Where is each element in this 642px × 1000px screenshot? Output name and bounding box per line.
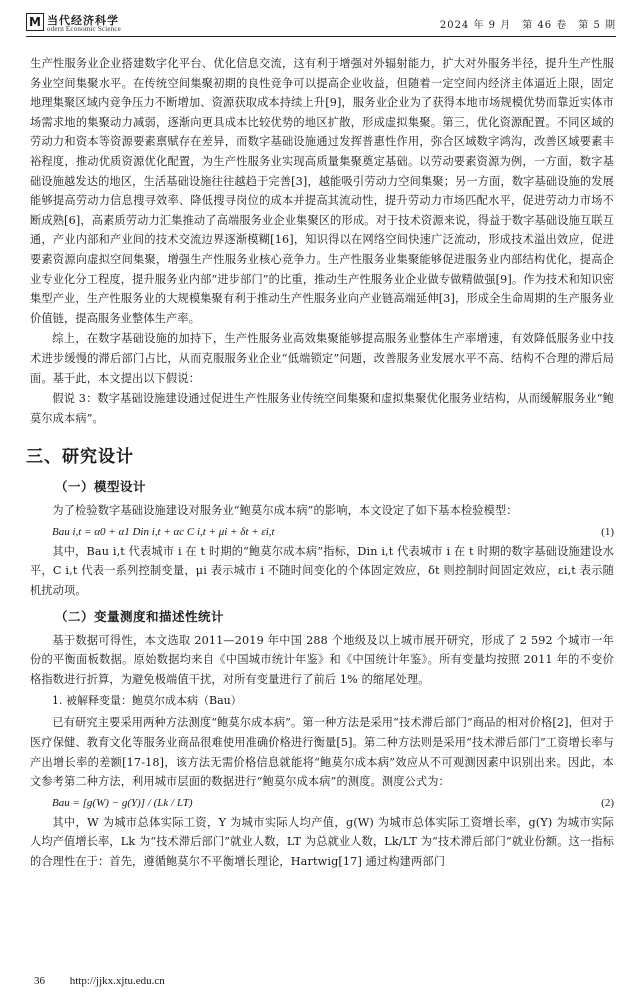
body-paragraph: 其中，Bau i,t 代表城市 i 在 t 时期的“鲍莫尔成本病”指标，Din i,t 代表城市 i 在 t 时期的数字基础设施建设水平，C i,t 代表一系列控制变量，μi 表示城市 i 不随时间变化的个体固定效应，δt 则控制时间固定效应，εi,t 表示随机扰动项。: [30, 544, 614, 598]
article-body: [26, 54, 614, 873]
equation-2: [30, 793, 614, 813]
page-number: 36: [34, 975, 45, 987]
hypothesis-3: 假说 3：数字基础设施建设通过促进生产性服务业传统空间集聚和虚拟集聚优化服务业结构，从而缓解服务业“鲍莫尔成本病”。: [30, 392, 614, 425]
equation-2-body: Bau = [g(W) − g(Y)] / (Lk / LT): [52, 796, 193, 809]
page-footer: [34, 975, 165, 987]
body-paragraph: 生产性服务业企业搭建数字化平台、优化信息交流，这有利于增强对外辐射能力，扩大对外服务半径，提升生产性服务业空间集聚水平。在传统空间集聚初期的良性竞争可以提高企业收益，但随着一定空间内经济主体逼近上限，固定地理集聚区域内竞争压力不断增加、资源获取成本持续上升[9]，服务业企业为了获得本地市场规模优势而靠近实体市场需求地的集聚动力减弱，逐渐向更具成本比较优势的地区扩散，形成虚拟集聚。第三，优化资源配置。不同区域的劳动力和资本等资源要素禀赋存在差异，而数字基础设施通过发挥普惠性作用，弥合区域数字鸿沟，改善区域要素丰裕程度，推动优质资源优化配置，为生产性服务业实现高质量集聚奠定基础。以劳动要素资源为例，一方面，数字基础设施越发达的地区，生活基础设施往往越趋于完善[3]，越能吸引劳动力空间集聚；另一方面，数字基础设施的发展能够提高劳动力信息搜寻效率、降低搜寻岗位的成本并提高其流动性，提升劳动力市场匹配水平，促进劳动力市场不断成熟[6]，高素质劳动力汇集推动了高端服务业企业集聚区的形成。对于技术资源来说，得益于数字基础设施互联互通，产业内部和产业间的技术交流边界逐渐模糊[16]，知识得以在网络空间快速广泛流动，形成技术溢出效应，促进要素资源向虚拟空间集聚，增强生产性服务业核心竞争力。生产性服务业集聚能够促进服务业内部结构优化，提高企业专业化分工程度，提升服务业内部“进步部门”的比重，推动生产性服务业企业做专做精做强[9]。作为技术和知识密集型产业，生产性服务业的大规模集聚有利于推动生产性服务业向产业链高端延伸[3]，形成全生命周期的生产服务业价值链，提高服务业整体生产率。: [30, 57, 614, 325]
body-paragraph: 已有研究主要采用两种方法测度“鲍莫尔成本病”。第一种方法是采用“技术滞后部门”商品的相对价格[2]，但对于医疗保健、教育文化等服务业商品很难使用准确价格进行衡量[5]。第二种方法则是采用“技术滞后部门”工资增长率与产出增长率的差额[17-18]，该方法无需价格信息就能将“鲍莫尔成本病”效应从不可观测因素中识别出来。因此，本文参考第二种方法，利用城市层面的数据进行“鲍莫尔成本病”的测度。测度公式为：: [30, 716, 614, 789]
subsection-heading-model: （一）模型设计: [55, 479, 147, 495]
running-header: [26, 12, 616, 37]
subsection-heading-variables: （二）变量测度和描述性统计: [55, 608, 225, 624]
equation-1: [30, 522, 614, 542]
body-paragraph: 基于数据可得性，本文选取 2011—2019 年中国 288 个地级及以上城市展开研究，形成了 2 592 个城市一年份的平衡面板数据。原始数据均来自《中国城市统计年鉴》和《中国统计年鉴》。所有变量均按照 2011 年的不变价格指数进行折算，为避免极端值干扰，对所有变量进行了前后 1% 的缩尾处理。: [30, 633, 614, 686]
journal-logo: M: [26, 13, 44, 31]
body-paragraph: 综上，在数字基础设施的加持下，生产性服务业高效集聚能够提高服务业整体生产率增速，有效降低服务业中技术进步缓慢的滞后部门占比，从而克服服务业企业“低端锁定”问题，改善服务业发展水平不高、结构不合理的滞后局面。基于此，本文提出以下假说：: [30, 332, 614, 385]
equation-2-number: (2): [601, 796, 614, 809]
variable-heading: 1. 被解释变量：鲍莫尔成本病（Bau）: [52, 694, 242, 708]
journal-title-cn: 当代经济科学: [47, 14, 119, 27]
issue-info: 2024 年 9 月 第 46 卷 第 5 期: [439, 20, 616, 31]
body-paragraph: 其中，W 为城市总体实际工资，Y 为城市实际人均产值，g(W) 为城市总体实际工资增长率，g(Y) 为城市实际人均产值增长率，Lk 为“技术滞后部门”就业人数，LT 为总就业人数，Lk/LT 为“技术滞后部门”就业份额。这一指标的合理性在于：首先，遵循鲍莫尔不平衡增长理论，Hartwig[17] 通过构建两部门: [30, 815, 614, 868]
equation-1-body: Bau i,t = α0 + α1 Din i,t + αc C i,t + μi + δt + εi,t: [52, 525, 275, 538]
equation-1-number: (1): [601, 525, 614, 538]
journal-url[interactable]: http://jjkx.xjtu.edu.cn: [69, 975, 165, 987]
journal-title-en: odern Economic Science: [47, 25, 121, 33]
section-heading: 三、研究设计: [26, 447, 134, 468]
body-paragraph: 为了检验数字基础设施建设对服务业“鲍莫尔成本病”的影响，本文设定了如下基本检验模型：: [52, 504, 518, 518]
